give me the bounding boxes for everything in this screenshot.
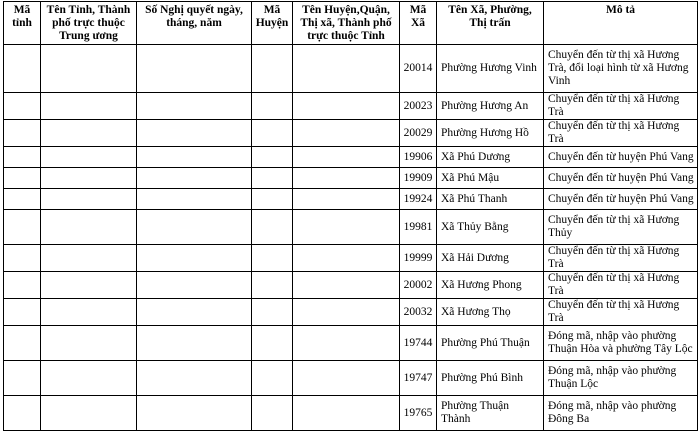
cell-ma-xa: 19747 — [400, 361, 437, 396]
cell-ma-xa: 19765 — [400, 396, 437, 431]
table-row — [4, 93, 698, 120]
cell-ten-xa: Xã Hải Dương — [437, 245, 544, 272]
cell-ten-xa: Xã Phú Dương — [437, 147, 544, 168]
header-ma-tinh: Mã tỉnh — [4, 2, 41, 45]
table-row — [4, 210, 698, 245]
cell-empty — [41, 45, 137, 93]
cell-ma-xa: 20032 — [400, 299, 437, 326]
cell-empty — [252, 147, 293, 168]
header-ten-xa: Tên Xã, Phường, Thị trấn — [437, 2, 544, 45]
cell-ma-xa: 20014 — [400, 45, 437, 93]
cell-empty — [41, 210, 137, 245]
cell-empty — [4, 120, 41, 147]
cell-ma-xa: 19744 — [400, 326, 437, 361]
table-row — [4, 396, 698, 431]
cell-mo-ta: Đóng mã, nhập vào phường Thuận Lộc — [544, 361, 698, 396]
document-page — [3, 1, 698, 431]
cell-mo-ta: Chuyển đến từ thị xã Hương Trà — [544, 245, 698, 272]
cell-empty — [252, 396, 293, 431]
cell-empty — [41, 189, 137, 210]
cell-empty — [137, 245, 252, 272]
cell-empty — [137, 168, 252, 189]
cell-ten-xa: Xã Hương Phong — [437, 272, 544, 299]
table-row — [4, 189, 698, 210]
cell-empty — [293, 272, 400, 299]
cell-empty — [137, 120, 252, 147]
cell-empty — [4, 272, 41, 299]
cell-empty — [4, 210, 41, 245]
cell-empty — [293, 120, 400, 147]
cell-empty — [137, 396, 252, 431]
cell-ten-xa: Phường Hương Vinh — [437, 45, 544, 93]
cell-ma-xa: 20002 — [400, 272, 437, 299]
cell-ten-xa: Xã Phú Thanh — [437, 189, 544, 210]
cell-empty — [252, 120, 293, 147]
cell-empty — [293, 147, 400, 168]
cell-empty — [4, 245, 41, 272]
cell-ten-xa: Xã Thủy Bằng — [437, 210, 544, 245]
cell-empty — [41, 299, 137, 326]
cell-empty — [137, 299, 252, 326]
table-row — [4, 299, 698, 326]
cell-empty — [137, 147, 252, 168]
table-row — [4, 147, 698, 168]
cell-ma-xa: 19924 — [400, 189, 437, 210]
cell-mo-ta: Đóng mã, nhập vào phường Thuận Hòa và phường Tây Lộc — [544, 326, 698, 361]
cell-ten-xa: Xã Phú Mậu — [437, 168, 544, 189]
cell-ma-xa: 19909 — [400, 168, 437, 189]
header-ten-tinh: Tên Tỉnh, Thành phố trực thuộc Trung ương — [41, 2, 137, 45]
cell-empty — [293, 361, 400, 396]
header-row — [4, 2, 698, 45]
cell-ten-xa: Phường Phú Bình — [437, 361, 544, 396]
cell-empty — [293, 299, 400, 326]
cell-empty — [252, 299, 293, 326]
cell-mo-ta: Chuyển đến từ thị xã Hương Thủy — [544, 210, 698, 245]
header-mo-ta: Mô tả — [544, 2, 698, 45]
cell-empty — [41, 326, 137, 361]
table-row — [4, 45, 698, 93]
cell-empty — [252, 361, 293, 396]
cell-empty — [41, 93, 137, 120]
cell-ten-xa: Xã Hương Thọ — [437, 299, 544, 326]
table-row — [4, 272, 698, 299]
cell-empty — [137, 210, 252, 245]
cell-empty — [252, 93, 293, 120]
cell-empty — [293, 245, 400, 272]
cell-empty — [4, 361, 41, 396]
header-ten-huyen: Tên Huyện,Quận, Thị xã, Thành phố trực thuộc Tỉnh — [293, 2, 400, 45]
cell-empty — [4, 45, 41, 93]
admin-units-table — [3, 1, 698, 431]
cell-empty — [41, 245, 137, 272]
cell-ten-xa: Phường Hương Hồ — [437, 120, 544, 147]
cell-mo-ta: Chuyển đến từ thị xã Hương Trà — [544, 93, 698, 120]
cell-empty — [252, 326, 293, 361]
cell-ten-xa: Phường Hương An — [437, 93, 544, 120]
cell-empty — [137, 361, 252, 396]
cell-empty — [4, 326, 41, 361]
cell-empty — [137, 93, 252, 120]
cell-empty — [137, 189, 252, 210]
cell-empty — [4, 299, 41, 326]
cell-mo-ta: Chuyển đến từ huyện Phú Vang — [544, 189, 698, 210]
cell-mo-ta: Chuyển đến từ thị xã Hương Trà — [544, 120, 698, 147]
cell-empty — [293, 396, 400, 431]
cell-ma-xa: 20029 — [400, 120, 437, 147]
cell-empty — [4, 168, 41, 189]
cell-mo-ta: Đóng mã, nhập vào phường Đông Ba — [544, 396, 698, 431]
cell-empty — [41, 396, 137, 431]
cell-mo-ta: Chuyển đến từ thị xã Hương Trà, đổi loại hình từ xã Hương Vinh — [544, 45, 698, 93]
cell-empty — [252, 168, 293, 189]
table-row — [4, 245, 698, 272]
table-row — [4, 361, 698, 396]
cell-empty — [293, 210, 400, 245]
cell-empty — [137, 326, 252, 361]
cell-ten-xa: Phường Thuận Thành — [437, 396, 544, 431]
cell-empty — [41, 120, 137, 147]
cell-ma-xa: 19981 — [400, 210, 437, 245]
cell-ma-xa: 19999 — [400, 245, 437, 272]
header-ma-huyen: Mã Huyện — [252, 2, 293, 45]
cell-empty — [4, 93, 41, 120]
cell-empty — [252, 189, 293, 210]
cell-empty — [293, 326, 400, 361]
cell-empty — [41, 361, 137, 396]
table-row — [4, 168, 698, 189]
cell-empty — [293, 93, 400, 120]
cell-empty — [293, 168, 400, 189]
cell-mo-ta: Chuyển đến từ huyện Phú Vang — [544, 147, 698, 168]
cell-empty — [41, 168, 137, 189]
cell-mo-ta: Chuyển đến từ thị xã Hương Trà — [544, 299, 698, 326]
header-ma-xa: Mã Xã — [400, 2, 437, 45]
cell-empty — [4, 189, 41, 210]
cell-ma-xa: 19906 — [400, 147, 437, 168]
cell-empty — [41, 147, 137, 168]
header-so-nghi-quyet: Số Nghị quyết ngày, tháng, năm — [137, 2, 252, 45]
cell-empty — [293, 189, 400, 210]
cell-empty — [252, 245, 293, 272]
cell-empty — [137, 45, 252, 93]
cell-mo-ta: Chuyển đến từ huyện Phú Vang — [544, 168, 698, 189]
table-row — [4, 120, 698, 147]
cell-empty — [252, 45, 293, 93]
cell-empty — [4, 396, 41, 431]
cell-empty — [4, 147, 41, 168]
cell-mo-ta: Chuyển đến từ thị xã Hương Trà — [544, 272, 698, 299]
cell-empty — [41, 272, 137, 299]
cell-ma-xa: 20023 — [400, 93, 437, 120]
cell-empty — [252, 210, 293, 245]
cell-ten-xa: Phường Phú Thuận — [437, 326, 544, 361]
cell-empty — [137, 272, 252, 299]
cell-empty — [252, 272, 293, 299]
cell-empty — [293, 45, 400, 93]
table-row — [4, 326, 698, 361]
